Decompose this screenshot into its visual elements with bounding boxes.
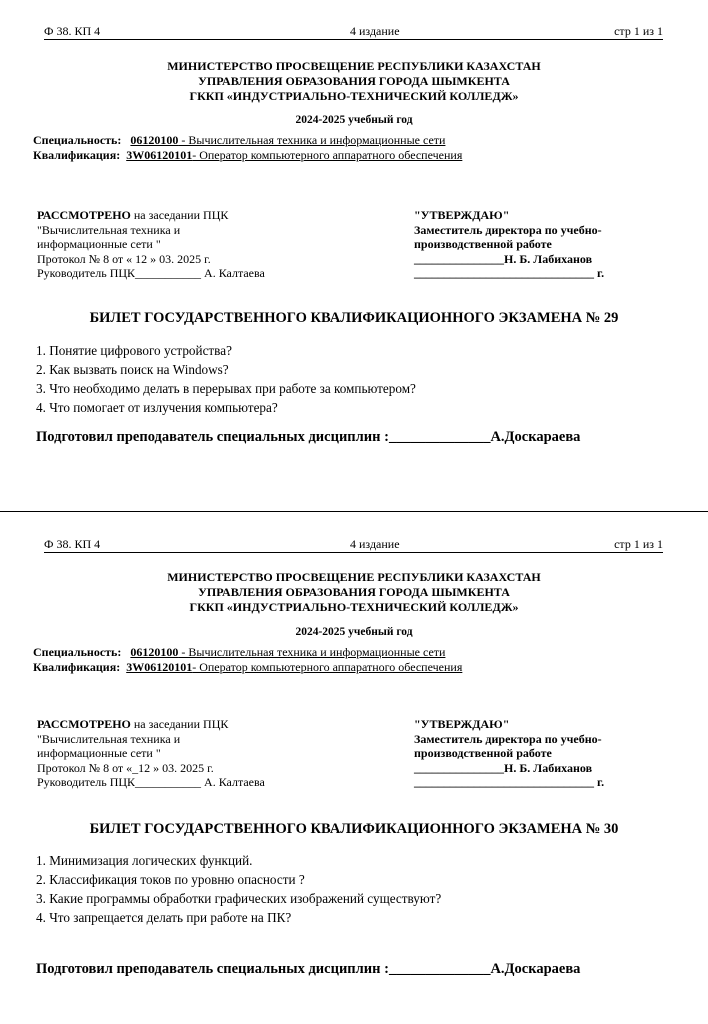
specialty-code: 06120100 — [130, 645, 179, 659]
college-line: ГККП «ИНДУСТРИАЛЬНО-ТЕХНИЧЕСКИЙ КОЛЛЕДЖ» — [189, 89, 519, 103]
approved-block — [414, 717, 604, 790]
reviewed-line-1: на заседании ПЦК — [130, 208, 229, 222]
reviewed-line-2: "Вычислительная техника и — [37, 731, 181, 746]
specialty-name: - Вычислительная техника и информационные сети — [178, 645, 446, 659]
page-counter: стр 1 из 1 — [614, 537, 663, 551]
page-divider — [0, 511, 708, 512]
qualification-label: Квалификация: — [33, 660, 121, 674]
ministry-line: МИНИСТЕРСТВО ПРОСВЕЩЕНИЕ РЕСПУБЛИКИ КАЗАХСТАН — [167, 570, 541, 584]
college-line: ГККП «ИНДУСТРИАЛЬНО-ТЕХНИЧЕСКИЙ КОЛЛЕДЖ» — [189, 600, 519, 614]
qualification-code: 3W06120101 — [126, 148, 193, 162]
prepared-by-signature: Подготовил преподаватель специальных дисциплин :______________А.Доскараева — [36, 961, 581, 977]
specialty-code: 06120100 — [130, 133, 179, 147]
specialty-line — [33, 645, 445, 659]
document-header — [44, 537, 663, 553]
academic-year: 2024-2025 учебный год — [295, 626, 413, 638]
approved-line-3: производственной работе — [414, 746, 552, 760]
approved-block — [414, 208, 604, 281]
question-list — [36, 341, 416, 417]
deputy-signature-line: _______________Н. Б. Лабиханов — [414, 760, 593, 775]
department-line: УПРАВЛЕНИЯ ОБРАЗОВАНИЯ ГОРОДА ШЫМКЕНТА — [198, 74, 510, 88]
specialty-name: - Вычислительная техника и информационные сети — [178, 133, 446, 147]
approved-line-3: производственной работе — [414, 237, 552, 251]
reviewed-title: РАССМОТРЕНО — [37, 717, 131, 731]
ticket-title: БИЛЕТ ГОСУДАРСТВЕННОГО КВАЛИФИКАЦИОННОГО ЭКЗАМЕНА № 29 — [89, 310, 619, 326]
approved-line-2: Заместитель директора по учебно- — [414, 731, 602, 746]
reviewed-title: РАССМОТРЕНО — [37, 208, 131, 222]
reviewed-block — [37, 717, 265, 790]
specialty-line — [33, 133, 445, 147]
qualification-line — [33, 660, 462, 674]
head-signature-line: Руководитель ПЦК___________ А. Калтаева — [37, 266, 265, 280]
qualification-line — [33, 148, 462, 162]
question-list — [36, 851, 441, 927]
ticket-title: БИЛЕТ ГОСУДАРСТВЕННОГО КВАЛИФИКАЦИОННОГО ЭКЗАМЕНА № 30 — [89, 821, 619, 837]
page-counter: стр 1 из 1 — [614, 24, 663, 38]
deputy-signature-line: _______________Н. Б. Лабиханов — [414, 251, 593, 266]
qualification-name: - Оператор компьютерного аппаратного обеспечения — [192, 660, 463, 674]
reviewed-line-1: на заседании ПЦК — [130, 717, 229, 731]
approved-title: "УТВЕРЖДАЮ" — [414, 208, 510, 222]
question-4: 4. Что помогает от излучения компьютера? — [36, 400, 278, 415]
specialty-label: Специальность: — [33, 133, 122, 147]
question-2: 2. Как вызвать поиск на Windows? — [36, 362, 229, 377]
head-signature-line: Руководитель ПЦК___________ А. Калтаева — [37, 775, 265, 789]
question-3: 3. Какие программы обработки графических изображений существуют? — [36, 891, 442, 906]
prepared-by-signature: Подготовил преподаватель специальных дисциплин :______________А.Доскараева — [36, 429, 581, 445]
edition: 4 издание — [350, 537, 400, 551]
date-line: ______________________________ г. — [414, 266, 605, 280]
protocol-line: Протокол № 8 от «_12 » 03. 2025 г. — [37, 760, 214, 775]
approved-line-2: Заместитель директора по учебно- — [414, 222, 602, 237]
edition: 4 издание — [350, 24, 400, 38]
specialty-label: Специальность: — [33, 645, 122, 659]
qualification-code: 3W06120101 — [126, 660, 193, 674]
question-4: 4. Что запрещается делать при работе на ПК? — [36, 910, 292, 925]
reviewed-line-3: информационные сети " — [37, 237, 161, 251]
question-3: 3. Что необходимо делать в перерывах при работе за компьютером? — [36, 381, 416, 396]
reviewed-block — [37, 208, 265, 281]
document-header — [44, 24, 663, 40]
reviewed-line-3: информационные сети " — [37, 746, 161, 760]
department-line: УПРАВЛЕНИЯ ОБРАЗОВАНИЯ ГОРОДА ШЫМКЕНТА — [198, 585, 510, 599]
question-1: 1. Минимизация логических функций. — [36, 853, 253, 868]
form-code: Ф 38. КП 4 — [44, 24, 101, 38]
reviewed-line-2: "Вычислительная техника и — [37, 222, 181, 237]
qualification-label: Квалификация: — [33, 148, 121, 162]
academic-year: 2024-2025 учебный год — [295, 114, 413, 126]
date-line: ______________________________ г. — [414, 775, 605, 789]
question-1: 1. Понятие цифрового устройства? — [36, 343, 232, 358]
approved-title: "УТВЕРЖДАЮ" — [414, 717, 510, 731]
qualification-name: - Оператор компьютерного аппаратного обеспечения — [192, 148, 463, 162]
question-2: 2. Классификация токов по уровню опасности ? — [36, 872, 305, 887]
form-code: Ф 38. КП 4 — [44, 537, 101, 551]
ministry-line: МИНИСТЕРСТВО ПРОСВЕЩЕНИЕ РЕСПУБЛИКИ КАЗАХСТАН — [167, 59, 541, 73]
protocol-line: Протокол № 8 от « 12 » 03. 2025 г. — [37, 251, 211, 266]
